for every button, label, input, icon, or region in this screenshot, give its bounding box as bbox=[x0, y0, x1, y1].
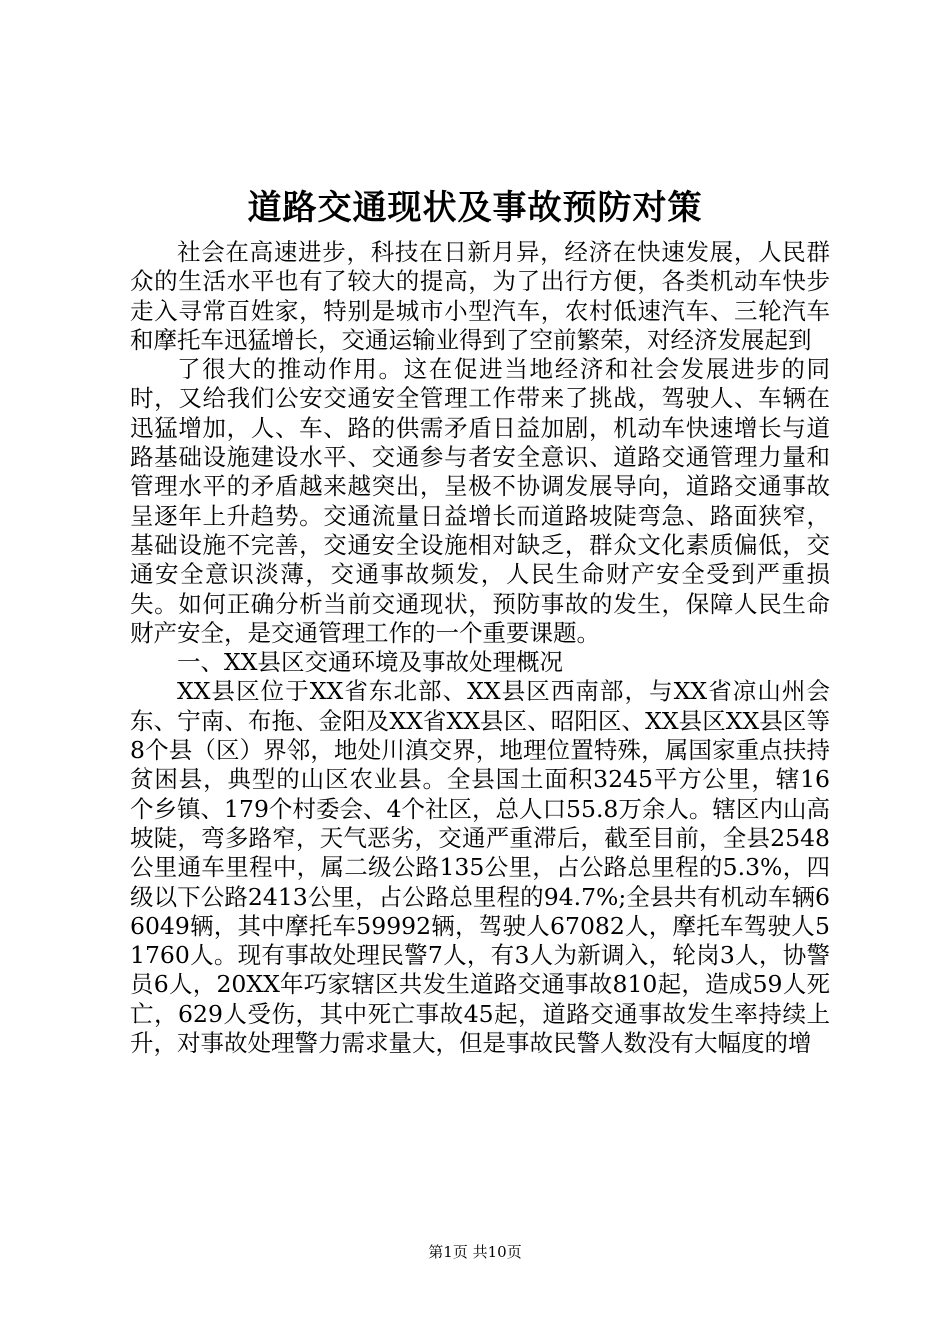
paragraph-intro: 社会在高速进步，科技在日新月异，经济在快速发展，人民群众的生活水平也有了较大的提高，为了出行方便，各类机动车快步走入寻常百姓家，特别是城市小型汽车，农村低速汽车、三轮汽车和摩托车迅猛增长，交通运输业得到了空前繁荣，对经济发展起到 bbox=[130, 238, 830, 354]
document-title: 道路交通现状及事故预防对策 bbox=[247, 188, 703, 228]
page-number: 第1页 共10页 bbox=[428, 1243, 522, 1261]
paragraph-challenges: 了很大的推动作用。这在促进当地经济和社会发展进步的同时，又给我们公安交通安全管理工作带来了挑战，驾驶人、车辆在迅猛增加，人、车、路的供需矛盾日益加剧，机动车快速增长与道路基础设施建设水平、交通参与者安全意识、道路交通管理力量和管理水平的矛盾越来越突出，呈极不协调发展导向，道路交通事故呈逐年上升趋势。交通流量日益增长而道路坡陡弯急、路面狭窄，基础设施不完善，交通安全设施相对缺乏，群众文化素质偏低，交通安全意识淡薄，交通事故频发，人民生命财产安全受到严重损失。如何正确分析当前交通现状，预防事故的发生，保障人民生命财产安全，是交通管理工作的一个重要课题。 bbox=[130, 355, 830, 647]
document-body bbox=[130, 238, 830, 1058]
paragraph-county-overview: XX县区位于XX省东北部、XX县区西南部，与XX省凉山州会东、宁南、布拖、金阳及XX省XX县区、昭阳区、XX县区XX县区等8个县（区）界邻，地处川滇交界，地理位置特殊，属国家重点扶持贫困县，典型的山区农业县。全县国土面积3245平方公里，辖16个乡镇、179个村委会、4个社区，总人口55.8万余人。辖区内山高坡陡，弯多路窄，天气恶劣，交通严重滞后，截至目前，全县2548公里通车里程中，属二级公路135公里，占公路总里程的5.3%，四级以下公路2413公里，占公路总里程的94.7%;全县共有机动车辆66049辆，其中摩托车59992辆，驾驶人67082人，摩托车驾驶人51760人。现有事故处理民警7人，有3人为新调入，轮岗3人，协警员6人，20XX年巧家辖区共发生道路交通事故810起，造成59人死亡，629人受伤，其中死亡事故45起，道路交通事故发生率持续上升，对事故处理警力需求量大，但是事故民警人数没有大幅度的增 bbox=[130, 677, 830, 1058]
section-heading: 一、XX县区交通环境及事故处理概况 bbox=[177, 648, 563, 677]
